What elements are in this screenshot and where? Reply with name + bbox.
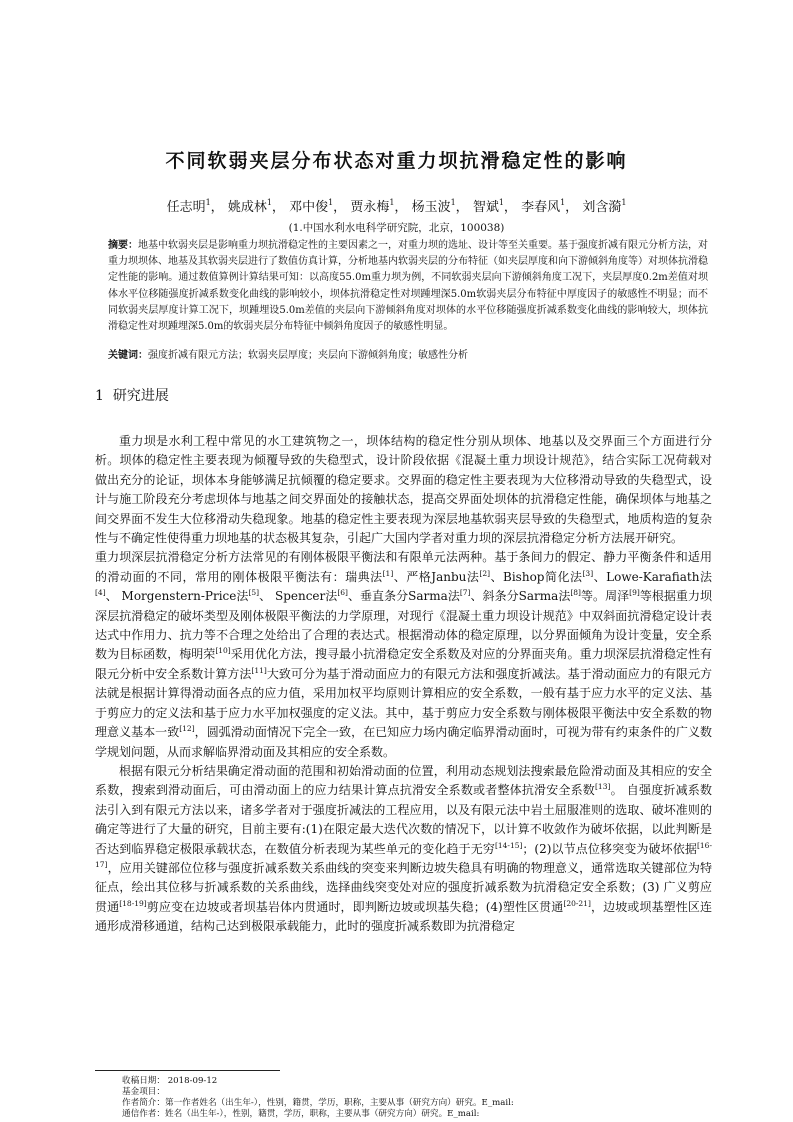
author-affiliation-mark: 1 [389, 198, 395, 207]
body-text-run: 、 Morgenstern-Price法 [105, 589, 249, 604]
body-paragraph [95, 762, 712, 937]
body-text-run: 、 Spencer法 [259, 589, 338, 604]
section-heading [95, 385, 715, 405]
paper-title: 不同软弱夹层分布状态对重力坝抗滑稳定性的影响 [165, 150, 628, 172]
body-text-run: 。 自强度折减系数法引入到有限元方法以来，诸多学者对于强度折减法的工程应用，以及有限元法中岩土屈服准则的选取、破坏准则的确定等进行了大量的研究，目前主要有:(1)在限定最大迭代次数的情况下，以计算不收敛作为破坏依据，以此判断是否达到临界稳定极限承载状态，在数值分析表现为某些单元的变化趋于无穷 [95, 783, 712, 856]
footnote-received-date: 收稿日期： 2018-09-12 [122, 1076, 218, 1086]
body-text-run: 、斜条分Sarma法 [470, 589, 571, 604]
author-affiliation-mark: 1 [450, 198, 456, 207]
author-name: 任志明 [166, 200, 206, 215]
keywords-text: 强度折减有限元方法；软弱夹层厚度；夹层向下游倾斜角度；敏感性分析 [148, 350, 468, 361]
citation-reference: [5] [248, 588, 260, 598]
author-name: 邓中俊 [289, 200, 329, 215]
affiliation: (1.中国水利水电科学研究院，北京，100038) [288, 222, 505, 234]
citation-reference: [6] [337, 588, 348, 598]
citation-reference: [20-21] [563, 898, 591, 908]
author-affiliation-mark: 1 [560, 198, 566, 207]
citation-reference: [12] [179, 724, 195, 734]
body-text-run: 剪应变在边坡或者坝基岩体内贯通时，即判断边坡或坝基失稳；(4)塑性区贯通 [146, 899, 564, 914]
body-text-run: 、严格Janbu法 [393, 569, 480, 584]
body-text-run: ，圆弧滑动面情况下完全一致，在已知应力场内确定临界滑动面时，可视为带有约束条件的广义数学规划问题，从而求解临界滑动面及其相应的安全系数。 [95, 725, 712, 759]
body-text-run: 、垂直条分Sarma法 [347, 589, 460, 604]
body-paragraph: 重力坝是水利工程中常见的水工建筑物之一，坝体结构的稳定性分别从坝体、地基以及交界面三个方面进行分析。坝体的稳定性主要表现为倾覆导致的失稳型式，设计阶段依据《混凝土重力坝设计规范》，结合实际工况荷载对做出充分的论证，坝体本身能够满足抗倾覆的稳定要求。交界面的稳定性主要表现为大位移滑动导致的失稳型式，设计与施工阶段充分考虑坝体与地基之间交界面处的接触状态，提高交界面处坝体的抗滑稳定性能，确保坝体与地基之间交界面不发生大位移滑动失稳现象。地基的稳定性主要表现为深层地基软弱夹层导致的失稳型式，地质构造的复杂性与不确定性使得重力坝地基的状态极其复杂，引起广大国内学者对重力坝的深层抗滑稳定分析方法展开研究。 [95, 434, 712, 546]
footnotes [122, 1076, 722, 1120]
author-list: 任志明$^1$， 姚成林$^1$， 邓中俊$^1$， 贾永梅$^1$， 杨玉波$^1$， 智斌$^1$， 李春风$^1$， 刘含漪$^1$ [166, 198, 627, 215]
author-affiliation-mark: 1 [621, 198, 627, 207]
citation-reference: [4] [95, 588, 106, 598]
footnote-fund: 基金项目： [122, 1087, 165, 1097]
author-name: 杨玉波 [411, 200, 451, 215]
abstract-label: 摘要： [108, 240, 138, 251]
abstract [108, 238, 708, 335]
body-text-run: 重力坝深层抗滑稳定分析方法常见的有刚体极限平衡法和有限单元法两种。基于条间力的假定、静力平衡条件和适用的滑动面的不同，常用的刚体极限平衡法有：瑞典法 [95, 550, 712, 584]
body-text-run: 采用优化方法，搜寻最小抗滑稳定安全系数及对应的分界面夹角。重力坝深层抗滑稳定性有限元分析中安全系数计算方法 [95, 647, 712, 681]
author-name: 李春风 [521, 200, 561, 215]
citation-reference: [18-19] [119, 898, 147, 908]
citation-reference: [7] [459, 588, 471, 598]
author-name: 贾永梅 [350, 200, 390, 215]
author-affiliation-mark: 1 [205, 198, 211, 207]
body-text-run: 、Bishop简化法 [490, 569, 583, 584]
citation-reference: [16-17] [95, 840, 712, 869]
keywords [108, 348, 708, 364]
citation-reference: [2] [479, 568, 491, 578]
citation-reference: [1] [382, 568, 394, 578]
abstract-text: 地基中软弱夹层是影响重力坝抗滑稳定性的主要因素之一，对重力坝的选址、设计等至关重要。基于强度折减有限元分析方法，对重力坝坝体、地基及其软弱夹层进行了数值仿真计算，分析地基内软弱夹层的分布特征（如夹层厚度和向下游倾斜角度等）对坝体抗滑稳定性能的影响。通过数值算例计算结果可知：以高度55.0m重力坝为例，不同软弱夹层向下游倾斜角度工况下，夹层厚度0.2m差值对坝体水平位移随强度折减系数变化曲线的影响较小，坝体抗滑稳定性对坝踵埋深5.0m软弱夹层分布特征中厚度因子的敏感性不明显；而不同软弱夹层厚度计算工况下，坝踵埋设5.0m差值的夹层向下游倾斜角度对坝体的水平位移随强度折减系数变化曲线的影响较大，坝体抗滑稳定性对坝踵埋深5.0m的软弱夹层分布特征中倾斜角度因子的敏感性明显。 [108, 240, 708, 333]
author-affiliation-mark: 1 [498, 198, 504, 207]
body-text [95, 432, 712, 937]
body-text-run: ；(2)以节点位移突变为破坏依据 [522, 841, 697, 856]
body-text-run: ，边坡或坝基塑性区连通形成滑移通道，结构己达到极限承载能力，此时的强度折减系数即为抗滑稳定 [95, 899, 712, 934]
citation-reference: [9] [629, 588, 640, 598]
author-name: 智斌 [472, 200, 499, 215]
author-name: 刘含漪 [582, 200, 622, 215]
keywords-label: 关键词： [108, 350, 148, 361]
body-text-run: ，应用关键部位位移与强度折减系数关系曲线的突变来判断边坡失稳具有明确的物理意义，通常选取关键部位为特征点，绘出其位移与折减系数的关系曲线，选择曲线突变处对应的强度折减系数为抗滑稳定安全系数；(3) 广义剪应贯通 [95, 860, 712, 914]
citation-reference: [10] [215, 646, 231, 656]
citation-reference: [8] [570, 588, 581, 598]
footnote-divider [95, 1070, 280, 1071]
body-paragraph [95, 548, 712, 761]
body-text-run: 大致可分为基于滑动面应力的有限元方法和强度折减法。基于滑动面应力的有限元方法就是根据计算得滑动面各点的应力值，采用加权平均原则计算相应的安全系数，一般有基于应力水平的定义法、基于剪应力的定义法和基于应力水平加权强度的定义法。其中，基于剪应力安全系数与刚体极限平衡法中安全系数的物理意义基本一致 [95, 666, 712, 740]
author-name: 姚成林 [227, 200, 267, 215]
footnote-corresponding-author: 通信作者：姓名（出生年-），性别，籍贯，学历，职称，主要从事（研究方向）研究。E_mail: [122, 1109, 480, 1119]
citation-reference: [11] [251, 665, 267, 675]
body-text-run: 根据有限元分析结果确定滑动面的范围和初始滑动面的位置，利用动态规划法搜索最危险滑动面及其相应的安全系数，搜索到滑动面后，可由滑动面上的应力结果计算点抗滑安全系数或者整体抗滑安全系数 [95, 763, 712, 798]
section-number: 1 [95, 388, 104, 404]
author-affiliation-mark: 1 [266, 198, 272, 207]
citation-reference: [13] [595, 782, 611, 792]
author-affiliation-mark: 1 [328, 198, 334, 207]
section-title: 研究进展 [112, 388, 169, 404]
body-text-run: 等。周泽 [580, 589, 630, 604]
citation-reference: [3] [582, 568, 594, 578]
citation-reference: [14-15] [494, 840, 523, 850]
body-text-run: 、Lowe-Karafiath法 [593, 569, 712, 584]
footnote-author-bio: 作者简介：第一作者姓名（出生年-），性别，籍贯，学历，职称，主要从事（研究方向）研究。E_mail: [122, 1098, 514, 1108]
body-text-run: 等根据重力坝深层抗滑稳定的破坏类型及刚体极限平衡法的力学原理，对现行《混凝土重力坝设计规范》中双斜面抗滑稳定设计表达式中作用力、抗力等不合理之处给出了合理的表达式。根据滑动体的稳定原理，以分界面倾角为设计变量，安全系数为目标函数，梅明荣 [95, 589, 712, 662]
